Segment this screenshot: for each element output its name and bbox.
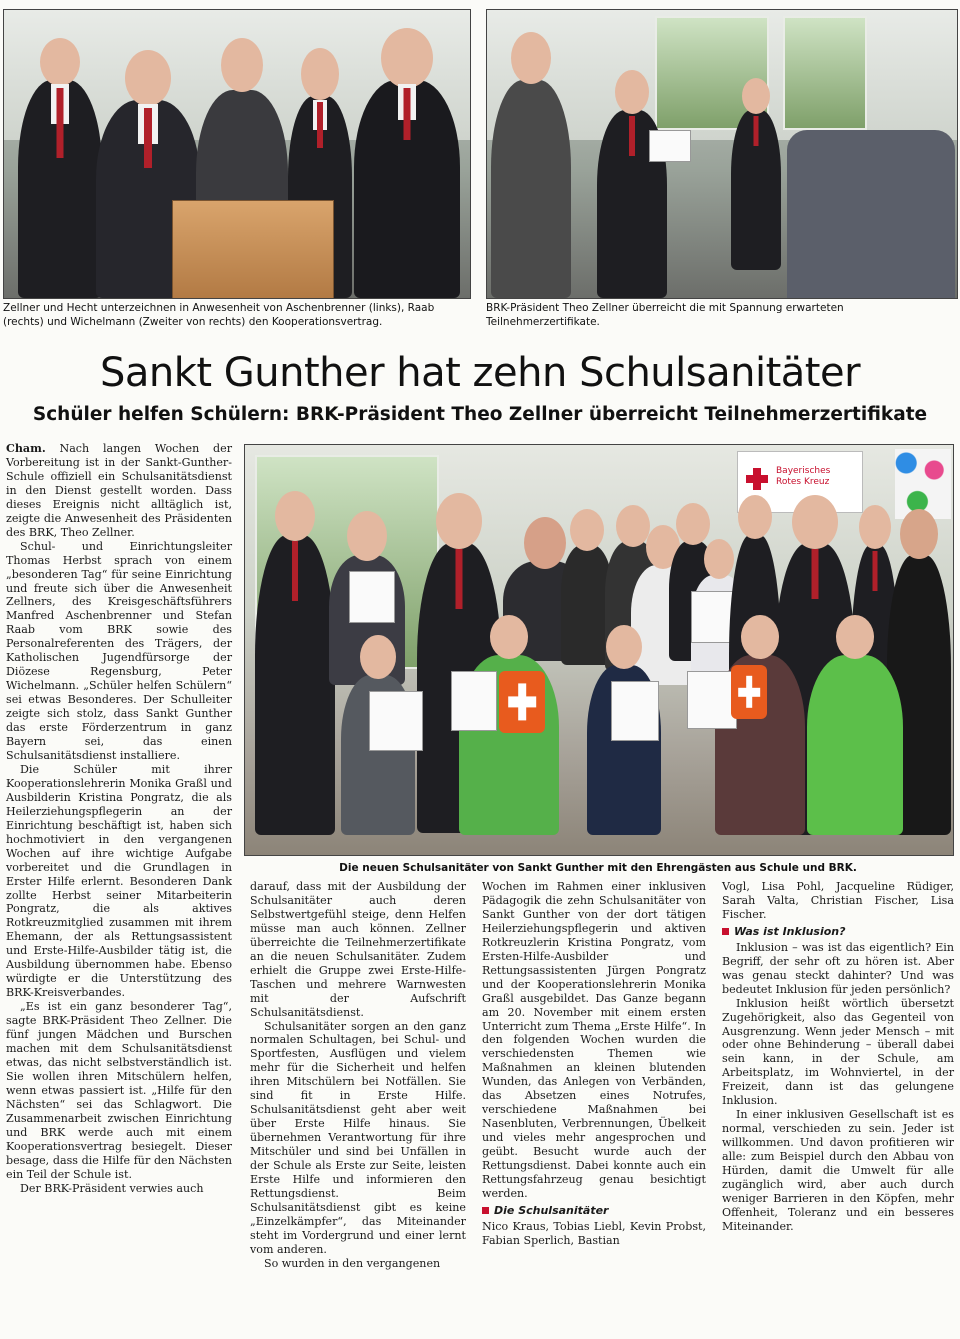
names-list-part-1: Nico Kraus, Tobias Liebl, Kevin Probst, Fabian Sperlich, Bastian: [482, 1219, 706, 1247]
first-aid-bag: [499, 671, 545, 733]
paragraph: Der BRK-Präsident verwies auch: [20, 1181, 204, 1195]
subhead-inklusion: Was ist Inklusion?: [722, 925, 954, 939]
paragraph: Die Schüler mit ihrer Kooperationslehrerin Monika Graßl und Ausbilderin Kristina Pongratz, die als Heilerziehungspflegerin an der Einrichtung beschäftigt ist, haben sich hochmotiviert in den vergangenen Wochen auf ihre wichtige Aufgabe vorbereitet und die Grundlagen in Erster Hilfe erlernt. Besonderen Dank zollte Herbst seiner Mitarbeiterin Pongratz, die als aktives Rotkreuzmitglied zusammen mit ihrem Ehemann, der als Rettungsassistent und Erste-Hilfe-Ausbilder tätig ist, die Ausbildung übernommen habe. Ebenso würdigte er die Unterstützung des BRK-Kreisverbandes.: [6, 762, 232, 1000]
person-aschenbrenner: [18, 80, 102, 298]
person-raab: [354, 80, 460, 298]
paragraph: Inklusion – was ist das eigentlich? Ein Begriff, der sehr oft zu hören ist. Aber was genau steckt dahinter? Und was bedeutet Inklusion für jeden persönlich?: [722, 940, 954, 996]
headline: Sankt Gunther hat zehn Schulsanitäter: [99, 350, 861, 396]
person-left-foreground: [491, 80, 571, 298]
paragraph: Cham. Nach langen Wochen der Vorbereitung ist in der Sankt-Gunther-Schule offiziell ein Schulsanitätsdienst in den Dienst gestellt worden. Dass dieses Ereignis nicht alltäglich ist, zeigte die Anwesenheit des Präsidenten des BRK, Theo Zellner.: [6, 442, 233, 539]
dateline: Cham.: [6, 442, 46, 455]
photo-window: [783, 16, 867, 130]
paragraph: Inklusion heißt wörtlich übersetzt Zugehörigkeit, also das Gegenteil von Ausgrenzung. Wenn jeder Mensch – mit oder ohne Behinderung – überall dabei sein kann, in der Schule, am Arbeitsplatz, im Wohnviertel, in der Freizeit, dann ist das gelungene Inklusion.: [722, 996, 954, 1108]
photo-group: [244, 444, 954, 856]
article-column-3: [482, 880, 706, 1248]
certificate: [349, 571, 395, 623]
photo-certificate-handover: [486, 9, 958, 299]
paragraph: So wurden in den vergangenen: [264, 1256, 441, 1270]
red-square-icon: [722, 928, 729, 935]
person-adult: [255, 535, 335, 835]
caption-top-right: BRK-Präsident Theo Zellner überreicht die mit Spannung erwarteten Teilnehmerzertifikate.: [486, 302, 844, 328]
names-list-part-2: Vogl, Lisa Pohl, Jacqueline Rüdiger, Sarah Valta, Christian Fischer, Lisa Fischer.: [722, 880, 954, 921]
paragraph: darauf, dass mit der Ausbildung der Schulsanitäter auch deren Selbstwertgefühl steige, denn Helfen müsse man auch können. Zellner überreichte die Teilnehmerzertifikate an die neuen Schulsanitäter. Zudem erhielt die Gruppe zwei Erste-Hilfe-Taschen und mehrere Warnwesten mit der Aufschrift Schulsanitätsdienst.: [250, 880, 466, 1019]
person-students-group: [787, 130, 955, 298]
photo-contract-signing: [3, 9, 471, 299]
paragraph: „Es ist ein ganz besonderer Tag“, sagte BRK-Präsident Theo Zellner. Die fünf jungen Mädchen und Burschen machen mit dem Schulsanitätsdienst etwas, das nicht selbstverständlich ist. Sie wollen ihren Mitschülern helfen, wenn etwas passiert ist. „Hilfe für den Nächsten“ sei das Schlagwort. Die Zusammenarbeit zwischen Einrichtung und BRK werde auch mit einem Kooperationsvertrag besiegelt. Dieser besage, dass die Hilfe für den Nächsten ein Teil der Schule ist.: [6, 1000, 232, 1181]
person-guest: [731, 110, 781, 270]
banner-text: Bayerisches Rotes Kreuz: [776, 466, 831, 487]
red-square-icon: [482, 1207, 489, 1214]
first-aid-bag: [731, 665, 767, 719]
certificate: [369, 691, 423, 751]
paragraph: In einer inklusiven Gesellschaft ist es normal, verschieden zu sein. Jeder ist willkommen. Und davon profitieren wir alle: zum Beispiel durch den Abbau von Hürden, damit die Umwelt für alle zugänglich wird, aber auch durch weniger Barrieren in den Köpfen, mehr Offenheit, Toleranz und ein besseres Miteinander.: [722, 1108, 954, 1233]
paragraph: Schulsanitäter sorgen an den ganz normalen Schultagen, bei Schul- und Sportfesten, Ausflügen und vielem mehr für die Sicherheit und helfen ihren Mitschülern bei Notfällen. Sie sind fit in Erste Hilfe. Schulsanitätsdienst geht aber weit über Erste Hilfe hinaus. Sie übernehmen Verantwortung für ihre Mitschüler und sind bei Unfällen in der Schule als Erste zur Seite, leisten Erste Hilfe und informieren den Rettungsdienst. Beim Schulsanitätsdienst gibt es keine „Einzelkämpfer“, das Miteinander steht im Vordergrund und einer lernt vom anderen.: [250, 1019, 466, 1256]
caption-group: Die neuen Schulsanitäter von Sankt Gunther mit den Ehrengästen aus Schule und BRK.: [339, 862, 857, 874]
certificate: [451, 671, 497, 731]
certificate: [687, 671, 737, 729]
article-column-2: [250, 880, 466, 1271]
paragraph: Wochen im Rahmen einer inklusiven Pädagogik die zehn Schulsanitäter von Sankt Gunther von der dort tätigen Heilerziehungspflegerin und aktiven Rotkreuzlerin Kristina Pongratz, vom Ersten-Hilfe-Ausbilder und Rettungsassistenten Jürgen Pongratz und der Kooperationslehrerin Monika Graßl ausgebildet. Das Ganze begann am 20. November mit einem ersten Unterricht zum Thema „Erste Hilfe“. In den folgenden Wochen wurden die verschiedensten Themen wie Maßnahmen an kleinen blutenden Wunden, das Anlegen von Verbänden, das Absetzen eines Notrufes, verschiedene Maßnahmen bei Nasenbluten, Verbrennungen, Übelkeit und vieles mehr angesprochen und geübt. Besucht wurde auch der Rettungsdienst. Dabei konnte auch ein Rettungsfahrzeug genau besichtigt werden.: [482, 880, 706, 1200]
certificate: [649, 130, 691, 162]
subhead-schulsanitaeter: Die Schulsanitäter: [482, 1204, 706, 1218]
certificate: [611, 681, 659, 741]
article-column-4: [722, 880, 954, 1234]
subheadline: Schüler helfen Schülern: BRK-Präsident Theo Zellner überreicht Teilnehmerzertifikate: [32, 404, 928, 425]
lectern: [172, 200, 334, 299]
paragraph: Schul- und Einrichtungsleiter Thomas Herbst sprach von einem „besonderen Tag“ für seine Einrichtung und freute sich über die Anwesenheit Zellners, des Kreisgeschäftsführers Manfred Aschenbrenner und Stefan Raab vom BRK sowie des Personalreferenten des Trägers, der Katholischen Jugendfürsorge der Diözese Regensburg, Peter Wichelmann. „Schüler helfen Schülern“ sei etwas Besonderes. Der Schulleiter zeigte sich stolz, dass Sankt Gunther das erste Förderzentrum in ganz Bayern sei, das einen Schulsanitätsdienst installiere.: [6, 539, 232, 762]
article-column-1: [6, 442, 232, 1195]
colored-dots-poster: [895, 449, 951, 519]
caption-top-left: Zellner und Hecht unterzeichnen in Anwesenheit von Aschenbrenner (links), Raab (rechts) und Wichelmann (Zweiter von rechts) den Kooperationsvertrag.: [3, 302, 435, 328]
person-student-seated: [807, 655, 903, 835]
